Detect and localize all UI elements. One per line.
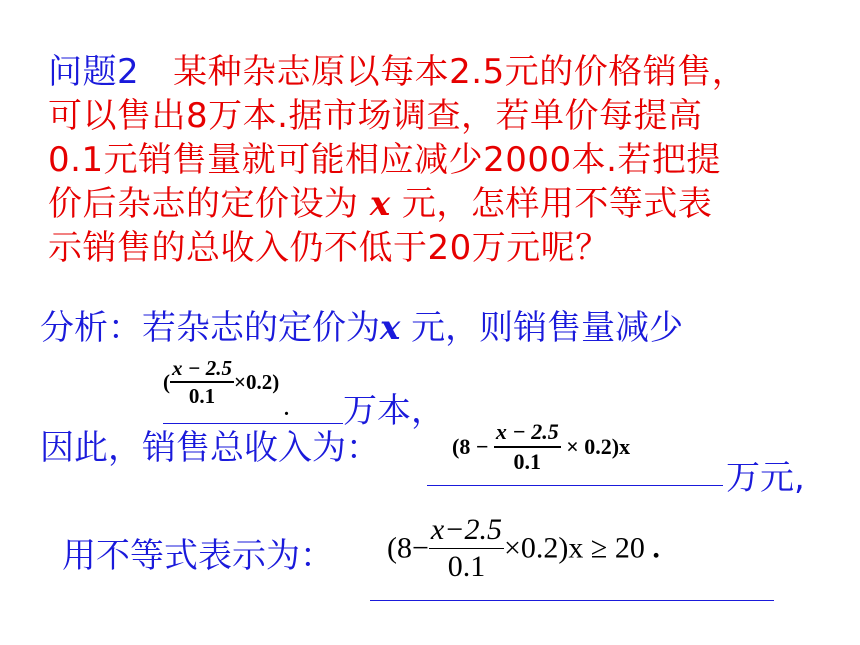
decrease-multiply: ×0.2) [233,370,280,394]
decrease-dot: . [284,398,289,420]
inequality-expression [387,512,660,585]
revenue-suffix: × 0.2)x [566,434,631,459]
problem-variable-x: x [369,184,391,224]
revenue-unit: 万元, [726,458,805,498]
decrease-open-paren: ( [163,370,170,394]
decrease-numerator: x − 2.5 [170,355,234,383]
inequality-prefix: (8− [387,531,429,565]
problem-text-4b: 元，怎样用不等式表 [401,184,713,224]
problem-text-1: 某种杂志原以每本2.5元的价格销售， [173,52,747,92]
inequality-period: . [652,531,660,565]
problem-statement [48,50,848,270]
analysis-variable-x: x [380,308,401,348]
problem-line-5: 示销售的总收入仍不低于20万元呢？ [48,228,610,268]
decrease-expression [163,355,279,409]
inequality-label: 用不等式表示为： [62,536,334,576]
problem-text-4a: 价后杂志的定价设为 [48,184,359,224]
problem-line-3: 0.1元销售量就可能相应减少2000本.若把提 [48,140,721,180]
problem-line-1 [48,50,848,94]
revenue-expression [452,418,630,476]
revenue-label: 因此，销售总收入为： [40,428,380,468]
inequality-answer-line [370,600,774,601]
revenue-answer-line [427,485,723,486]
problem-line-2: 可以售出8万本.据市场调查，若单价每提高 [48,96,703,136]
inequality-fraction [429,512,504,585]
decrease-denominator: 0.1 [188,384,216,408]
inequality-denominator: 0.1 [447,550,486,583]
revenue-numerator: x − 2.5 [494,418,561,448]
revenue-denominator: 0.1 [513,449,542,474]
decrease-unit: 万本， [343,391,445,431]
analysis-prefix: 分析：若杂志的定价为 [40,308,380,348]
analysis-line [40,300,683,349]
problem-line-4 [48,182,848,226]
inequality-numerator: x−2.5 [429,512,504,549]
problem-label: 问题2 [48,52,140,92]
inequality-suffix: ×0.2)x ≥ 20 [503,531,645,565]
analysis-suffix: 元，则销售量减少 [411,308,684,348]
decrease-fraction [170,355,234,409]
revenue-prefix: (8 − [452,434,489,459]
revenue-fraction [494,418,561,476]
